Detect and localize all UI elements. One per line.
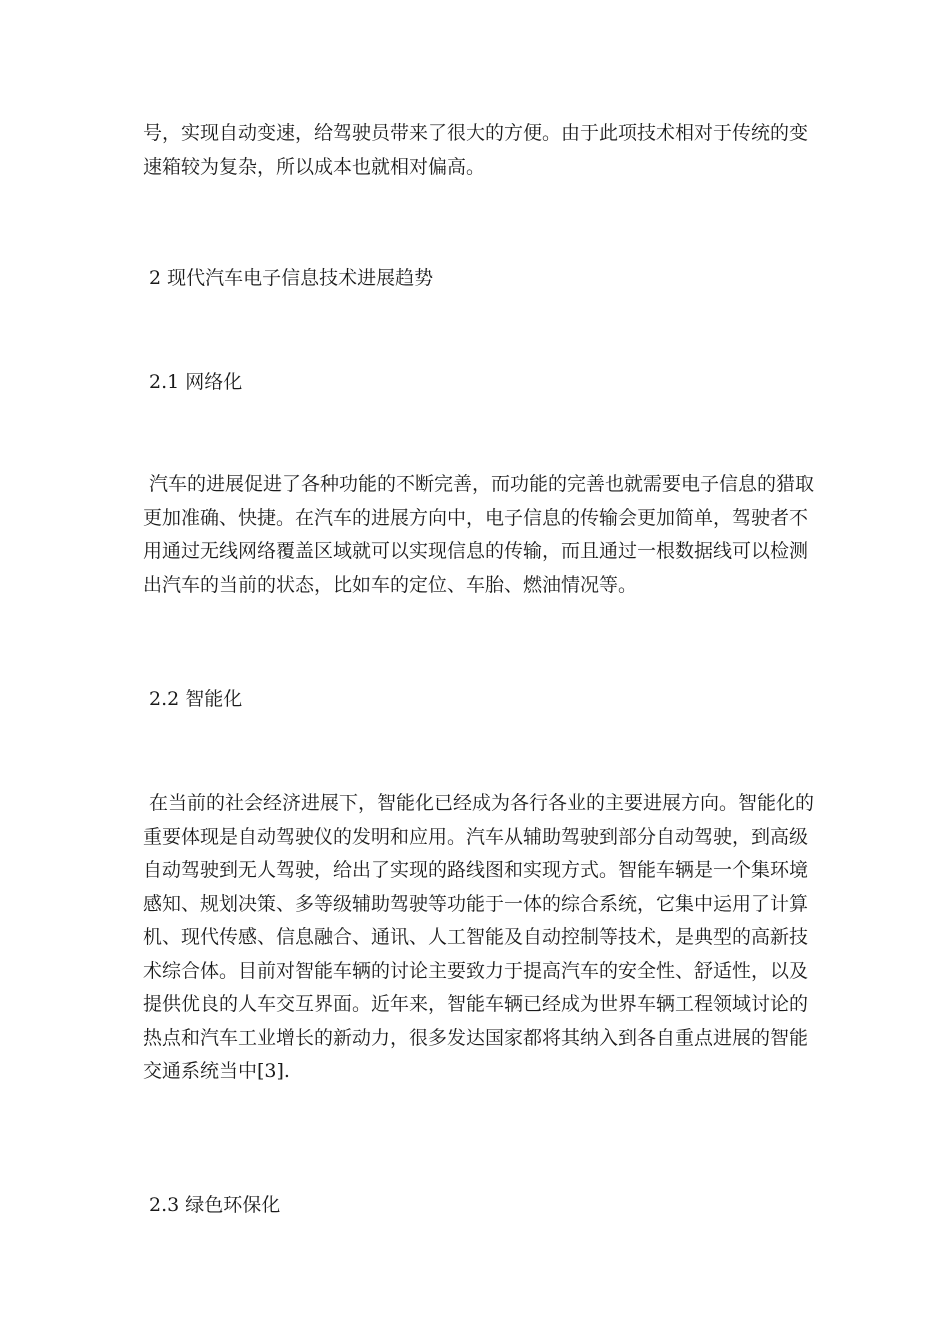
subsection-heading-2-3: 2.3 绿色环保化: [143, 1194, 281, 1216]
subsection-heading-2-2: 2.2 智能化: [143, 688, 243, 710]
paragraph-continued: 号，实现自动变速，给驾驶员带来了很大的方便。由于此项技术相对于传统的变速箱较为复杂，所以成本也就相对偏高。: [143, 122, 809, 178]
paragraph-networking: 汽车的进展促进了各种功能的不断完善，而功能的完善也就需要电子信息的猎取更加准确、快捷。在汽车的进展方向中，电子信息的传输会更加简单，驾驶者不用通过无线网络覆盖区域就可以实现信息的传输，而且通过一根数据线可以检测出汽车的当前的状态，比如车的定位、车胎、燃油情况等。: [143, 473, 815, 596]
paragraph-intelligence: 在当前的社会经济进展下，智能化已经成为各行各业的主要进展方向。智能化的重要体现是自动驾驶仪的发明和应用。汽车从辅助驾驶到部分自动驾驶，到高级自动驾驶到无人驾驶，给出了实现的路线图和实现方式。智能车辆是一个集环境感知、规划决策、多等级辅助驾驶等功能于一体的综合系统，它集中运用了计算机、现代传感、信息融合、通讯、人工智能及自动控制等技术，是典型的高新技术综合体。目前对智能车辆的讨论主要致力于提高汽车的安全性、舒适性，以及提供优良的人车交互界面。近年来，智能车辆已经成为世界车辆工程领域讨论的热点和汽车工业增长的新动力，很多发达国家都将其纳入到各自重点进展的智能交通系统当中[3].: [143, 792, 815, 1082]
subsection-heading-2-1: 2.1 网络化: [143, 371, 243, 393]
section-heading-2: 2 现代汽车电子信息技术进展趋势: [143, 267, 434, 289]
